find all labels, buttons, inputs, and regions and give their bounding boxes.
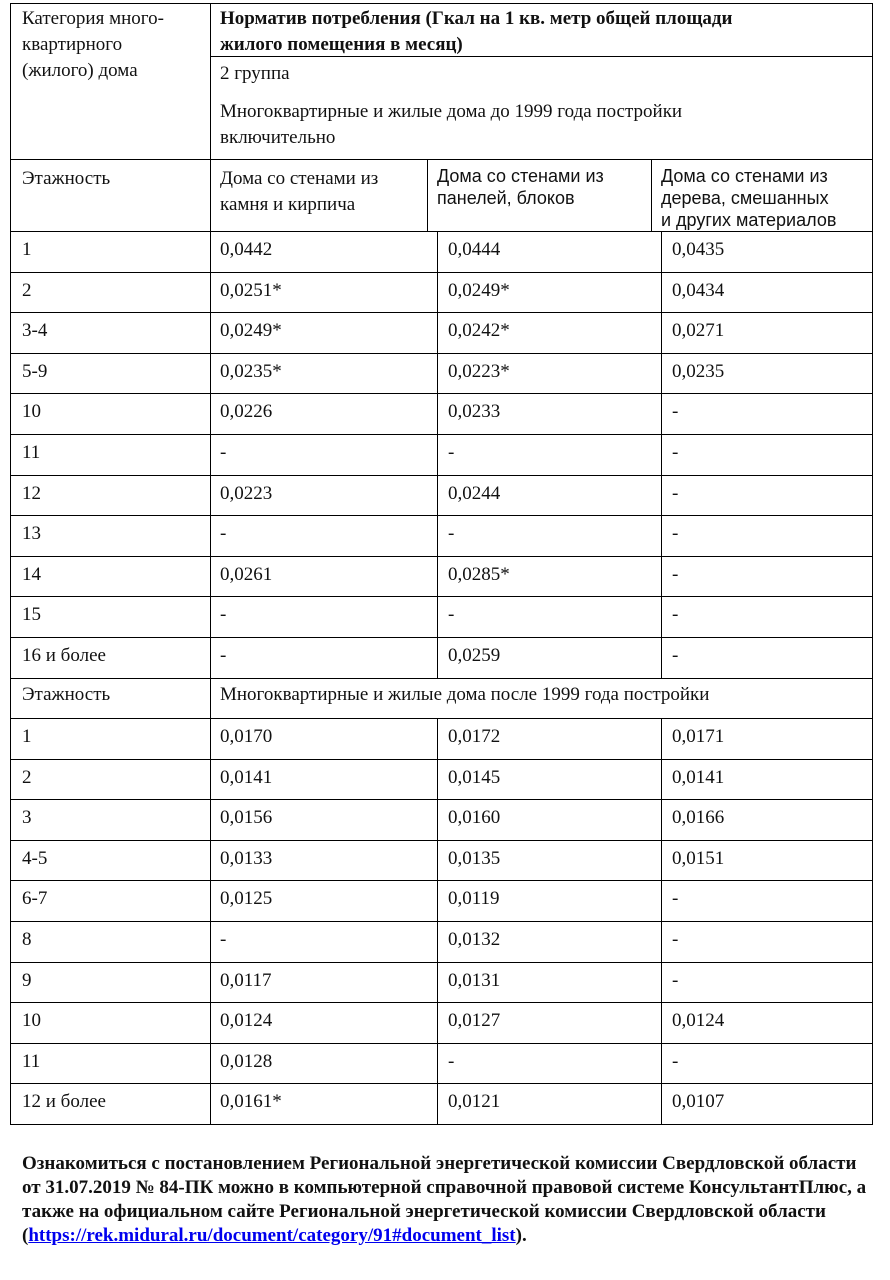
value-cell-panel: 0,0160: [448, 807, 501, 828]
floors-cell: 2: [22, 280, 32, 301]
document-link[interactable]: https://rek.midural.ru/document/category/91#document_list: [28, 1225, 516, 1246]
value-cell-wood: 0,0151: [672, 848, 725, 869]
value-cell-stone: 0,0251*: [220, 280, 282, 301]
floors-cell: 12 и более: [22, 1091, 106, 1112]
value-cell-stone: 0,0156: [220, 807, 273, 828]
value-cell-stone: 0,0261: [220, 564, 273, 585]
wall-type-1-line-2: камня и кирпича: [220, 194, 356, 215]
value-cell-panel: 0,0172: [448, 726, 501, 747]
grid-line: [10, 799, 873, 800]
grid-line: [10, 556, 873, 557]
value-cell-panel: 0,0444: [448, 239, 501, 260]
floors-cell: 14: [22, 564, 41, 585]
grid-line: [10, 312, 873, 313]
value-cell-wood: -: [672, 645, 679, 666]
group-label: 2 группа: [220, 63, 290, 84]
value-cell-panel: 0,0127: [448, 1010, 501, 1031]
wall-type-3-line-1: Дома со стенами из: [661, 166, 828, 186]
floors-cell: 12: [22, 483, 41, 504]
value-cell-panel: 0,0249*: [448, 280, 510, 301]
value-cell-wood: 0,0271: [672, 320, 725, 341]
value-cell-panel: 0,0285*: [448, 564, 510, 585]
grid-line: [10, 1083, 873, 1084]
grid-line: [10, 434, 873, 435]
value-cell-wood: 0,0434: [672, 280, 725, 301]
value-cell-panel: 0,0223*: [448, 361, 510, 382]
grid-line: [10, 840, 873, 841]
category-label-3: (жилого) дома: [22, 60, 138, 81]
value-cell-wood: -: [672, 523, 679, 544]
floors-header-2: Этажность: [22, 684, 111, 705]
footer-text: Ознакомиться с постановлением Региональной энергетической комиссии Свердловской области от 31.07.2019 № 84-ПК можно в компьютерной справочной правовой системе КонсультантПлюс, а также на официальном сайте Региональной энергетической комиссии Свердловской области (: [22, 1153, 867, 1246]
floors-cell: 2: [22, 767, 32, 788]
value-cell-wood: 0,0171: [672, 726, 725, 747]
grid-line: [10, 759, 873, 760]
value-cell-wood: 0,0235: [672, 361, 725, 382]
grid-line: [10, 1124, 873, 1125]
value-cell-panel: -: [448, 523, 455, 544]
category-label-1: Категория много-: [22, 8, 164, 29]
value-cell-panel: 0,0242*: [448, 320, 510, 341]
value-cell-stone: 0,0117: [220, 970, 272, 991]
wall-type-2-line-2: панелей, блоков: [437, 188, 575, 208]
floors-cell: 3: [22, 807, 32, 828]
value-cell-stone: 0,0249*: [220, 320, 282, 341]
grid-line: [10, 1043, 873, 1044]
grid-line: [10, 1002, 873, 1003]
floors-cell: 1: [22, 726, 32, 747]
grid-line: [651, 159, 652, 232]
value-cell-stone: 0,0235*: [220, 361, 282, 382]
value-cell-wood: 0,0166: [672, 807, 725, 828]
value-cell-panel: 0,0132: [448, 929, 501, 950]
grid-line: [10, 596, 873, 597]
grid-line: [10, 353, 873, 354]
floors-cell: 5-9: [22, 361, 48, 382]
grid-line: [10, 272, 873, 273]
floors-cell: 6-7: [22, 888, 48, 909]
grid-line: [10, 921, 873, 922]
value-cell-stone: 0,0124: [220, 1010, 273, 1031]
grid-line: [10, 962, 873, 963]
wall-type-2-line-1: Дома со стенами из: [437, 166, 604, 186]
value-cell-stone: -: [220, 523, 227, 544]
value-cell-wood: -: [672, 1051, 679, 1072]
value-cell-panel: -: [448, 1051, 455, 1072]
grid-line: [10, 880, 873, 881]
grid-line: [10, 475, 873, 476]
grid-line: [10, 515, 873, 516]
floors-cell: 10: [22, 1010, 41, 1031]
value-cell-stone: 0,0125: [220, 888, 273, 909]
floors-cell: 15: [22, 604, 41, 625]
value-cell-wood: 0,0141: [672, 767, 725, 788]
value-cell-stone: 0,0170: [220, 726, 273, 747]
value-cell-stone: 0,0128: [220, 1051, 273, 1072]
period-1-line-2: включительно: [220, 127, 336, 148]
value-cell-stone: 0,0442: [220, 239, 273, 260]
value-cell-stone: 0,0141: [220, 767, 273, 788]
footer-note: [22, 1152, 872, 1248]
grid-line: [872, 3, 873, 1125]
floors-cell: 4-5: [22, 848, 48, 869]
value-cell-stone: -: [220, 645, 227, 666]
period-1-line-1: Многоквартирные и жилые дома до 1999 года постройки: [220, 101, 683, 122]
value-cell-panel: 0,0119: [448, 888, 500, 909]
floors-header: Этажность: [22, 168, 111, 189]
grid-line: [10, 3, 11, 1125]
value-cell-stone: 0,0161*: [220, 1091, 282, 1112]
floors-cell: 11: [22, 1051, 41, 1072]
grid-line: [437, 718, 438, 1125]
value-cell-panel: 0,0233: [448, 401, 501, 422]
floors-cell: 9: [22, 970, 32, 991]
value-cell-panel: 0,0135: [448, 848, 501, 869]
value-cell-panel: -: [448, 442, 455, 463]
grid-line: [10, 637, 873, 638]
grid-line: [427, 159, 428, 232]
value-cell-wood: -: [672, 888, 679, 909]
floors-cell: 13: [22, 523, 41, 544]
floors-cell: 8: [22, 929, 32, 950]
category-label-2: квартирного: [22, 34, 123, 55]
grid-line: [210, 3, 211, 1125]
value-cell-wood: -: [672, 442, 679, 463]
value-cell-panel: 0,0244: [448, 483, 501, 504]
wall-type-1-line-1: Дома со стенами из: [220, 168, 379, 189]
value-cell-panel: 0,0131: [448, 970, 501, 991]
norm-title-2: жилого помещения в месяц): [220, 34, 463, 55]
value-cell-wood: -: [672, 929, 679, 950]
value-cell-wood: -: [672, 401, 679, 422]
value-cell-panel: -: [448, 604, 455, 625]
value-cell-stone: -: [220, 442, 227, 463]
grid-line: [10, 393, 873, 394]
section-2-title: Многоквартирные и жилые дома после 1999 года постройки: [220, 684, 710, 705]
value-cell-panel: 0,0121: [448, 1091, 501, 1112]
value-cell-stone: -: [220, 929, 227, 950]
grid-line: [10, 159, 873, 160]
value-cell-wood: -: [672, 970, 679, 991]
floors-cell: 1: [22, 239, 32, 260]
grid-line: [437, 231, 438, 679]
floors-cell: 11: [22, 442, 41, 463]
footer-end: ).: [515, 1225, 527, 1246]
value-cell-panel: 0,0145: [448, 767, 501, 788]
value-cell-wood: -: [672, 564, 679, 585]
wall-type-3-line-2: дерева, смешанных: [661, 188, 829, 208]
value-cell-stone: 0,0133: [220, 848, 273, 869]
value-cell-wood: 0,0435: [672, 239, 725, 260]
norm-title-1: Норматив потребления (Гкал на 1 кв. метр общей площади: [220, 8, 733, 29]
value-cell-wood: -: [672, 483, 679, 504]
wall-type-3-line-3: и других материалов: [661, 210, 837, 230]
value-cell-stone: 0,0223: [220, 483, 273, 504]
value-cell-stone: -: [220, 604, 227, 625]
floors-cell: 10: [22, 401, 41, 422]
value-cell-panel: 0,0259: [448, 645, 501, 666]
floors-cell: 3-4: [22, 320, 48, 341]
value-cell-stone: 0,0226: [220, 401, 273, 422]
grid-line: [10, 718, 873, 719]
grid-line: [661, 718, 662, 1125]
value-cell-wood: -: [672, 604, 679, 625]
floors-cell: 16 и более: [22, 645, 106, 666]
grid-line: [10, 3, 873, 4]
grid-line: [10, 678, 873, 679]
value-cell-wood: 0,0124: [672, 1010, 725, 1031]
value-cell-wood: 0,0107: [672, 1091, 725, 1112]
grid-line: [661, 231, 662, 679]
